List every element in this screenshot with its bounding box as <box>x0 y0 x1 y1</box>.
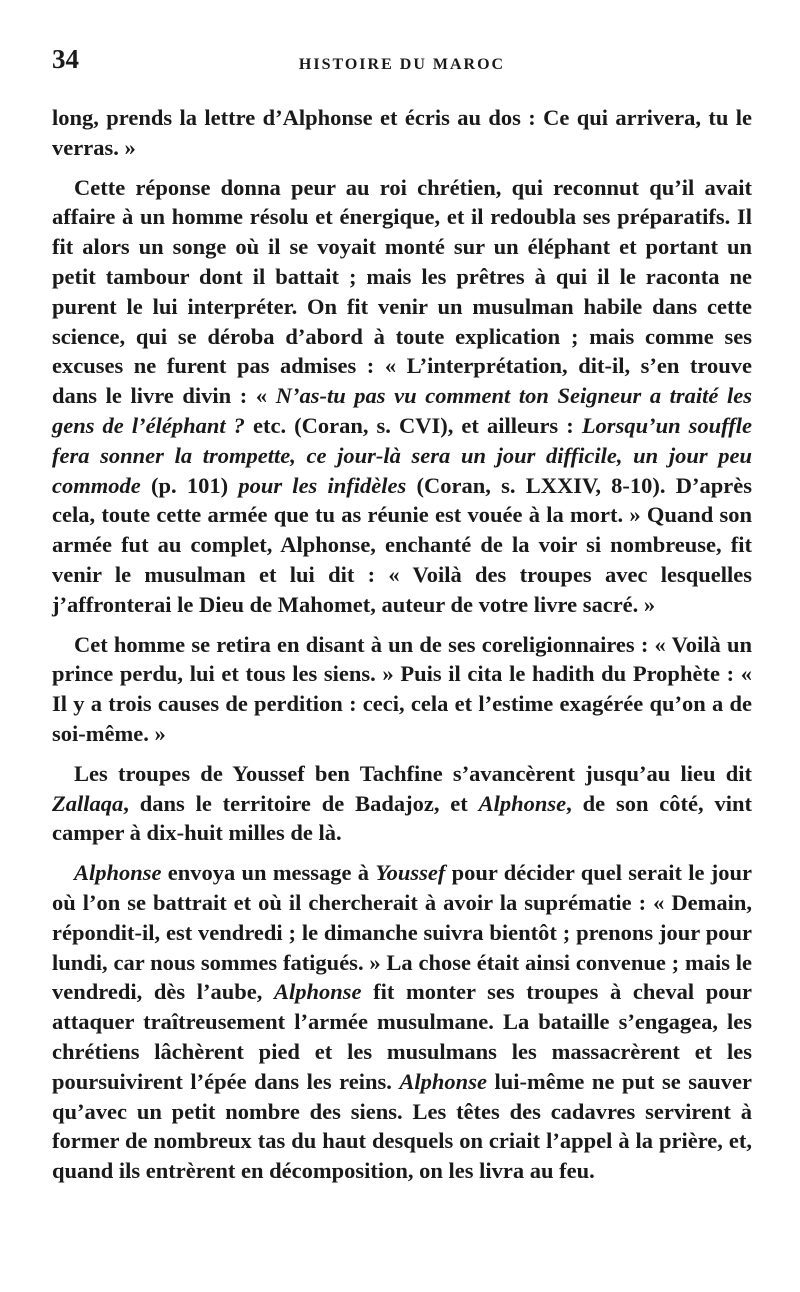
paragraph-2 <box>52 173 752 620</box>
text-run: Cette réponse donna peur au roi chrétien, qui reconnut qu’il avait affaire à un homme résolu et énergique, et il redoubla ses préparatifs. Il fit alors un songe où il se voyait monté sur un éléphant et portant un petit tambour dont il battait ; mais les prêtres à qui il le raconta ne purent le lui interpréter. On fit venir un musulman habile dans cette science, qui se déroba d’abord à toute explication ; mais comme ses excuses ne furent pas admises : « L’interprétation, dit-il, s’en trouve dans le livre divin : « <box>52 174 752 409</box>
text-run: , de son côté, vint camper à dix-huit milles de là. <box>52 790 752 846</box>
page-number: 34 <box>52 44 79 74</box>
text-run: Cet homme se retira en disant à un de ses coreligionnaires : « Voilà un prince perdu, lui et tous les siens. » Puis il cita le hadith du Prophète : « Il y a trois causes de perdition : ceci, cela et l’estime exagérée qu’on a de soi-même. » <box>52 631 752 746</box>
body-text <box>52 103 752 1196</box>
running-head <box>52 40 752 80</box>
person-name: Alphonse <box>478 790 567 816</box>
paragraph-4 <box>52 759 752 848</box>
text-run: lui-même ne put se sauver qu’avec un petit nombre des siens. Les têtes des cadavres servirent à former de nombreux tas du haut desquels on criait l’appel à la prière, et, quand ils entrèrent en décomposition, on les livra au feu. <box>52 1068 752 1184</box>
paragraph-3 <box>52 630 752 749</box>
text-run: , dans le territoire de Badajoz, et <box>123 790 479 816</box>
person-name: Alphonse <box>74 860 162 886</box>
quran-quote: Lorsqu’un souffle fera sonner la trompette, ce jour-là sera un jour difficile, un jour peu commode <box>52 412 752 498</box>
text-run: Les troupes de Youssef ben Tachfine s’avancèrent jusqu’au lieu dit <box>74 760 752 786</box>
quran-quote: N’as-tu pas vu comment ton Seigneur a traité les gens de l’éléphant ? <box>52 383 752 438</box>
person-name: Youssef <box>375 860 446 886</box>
place-name: Zallaqa <box>52 790 124 816</box>
paragraph-1 <box>52 103 752 163</box>
text-run: envoya un message à <box>161 860 376 886</box>
running-title: HISTOIRE DU MAROC <box>298 56 506 73</box>
text-run: (Coran, s. LXXIV, 8-10). D’après cela, toute cette armée que tu as réunie est vouée à la mort. » Quand son armée fut au complet, Alphonse, enchanté de la voir si nombreuse, fit venir le musulman et lui dit : « Voilà des troupes avec lesquelles j’affronterai le Dieu de Mahomet, auteur de votre livre sacré. » <box>52 472 753 617</box>
person-name: Alphonse <box>273 979 362 1005</box>
paragraph-5 <box>52 858 752 1186</box>
text-run: pour décider quel serait le jour où l’on se battrait et où il chercherait à avoir la suprématie : « Demain, répondit-il, est vendredi ; le dimanche suivra bientôt ; prenons jour pour lundi, car nous sommes fatigués. » La chose était ainsi convenue ; mais le vendredi, dès l’aube, <box>52 860 752 1005</box>
person-name: Alphonse <box>399 1068 487 1094</box>
text-run: (p. 101) <box>140 472 239 498</box>
quran-quote: pour les infidèles <box>238 472 407 498</box>
text-run: fit monter ses troupes à cheval pour attaquer traîtreusement l’armée musulmane. La bataille s’engagea, les chrétiens lâchèrent pied et les musulmans les massacrèrent et les poursuivirent l’épée dans les reins. <box>52 979 753 1094</box>
text-run: etc. (Coran, s. CVI), et ailleurs : <box>244 412 582 438</box>
text-run: long, prends la lettre d’Alphonse et écris au dos : Ce qui arrivera, tu le verras. » <box>52 105 752 160</box>
